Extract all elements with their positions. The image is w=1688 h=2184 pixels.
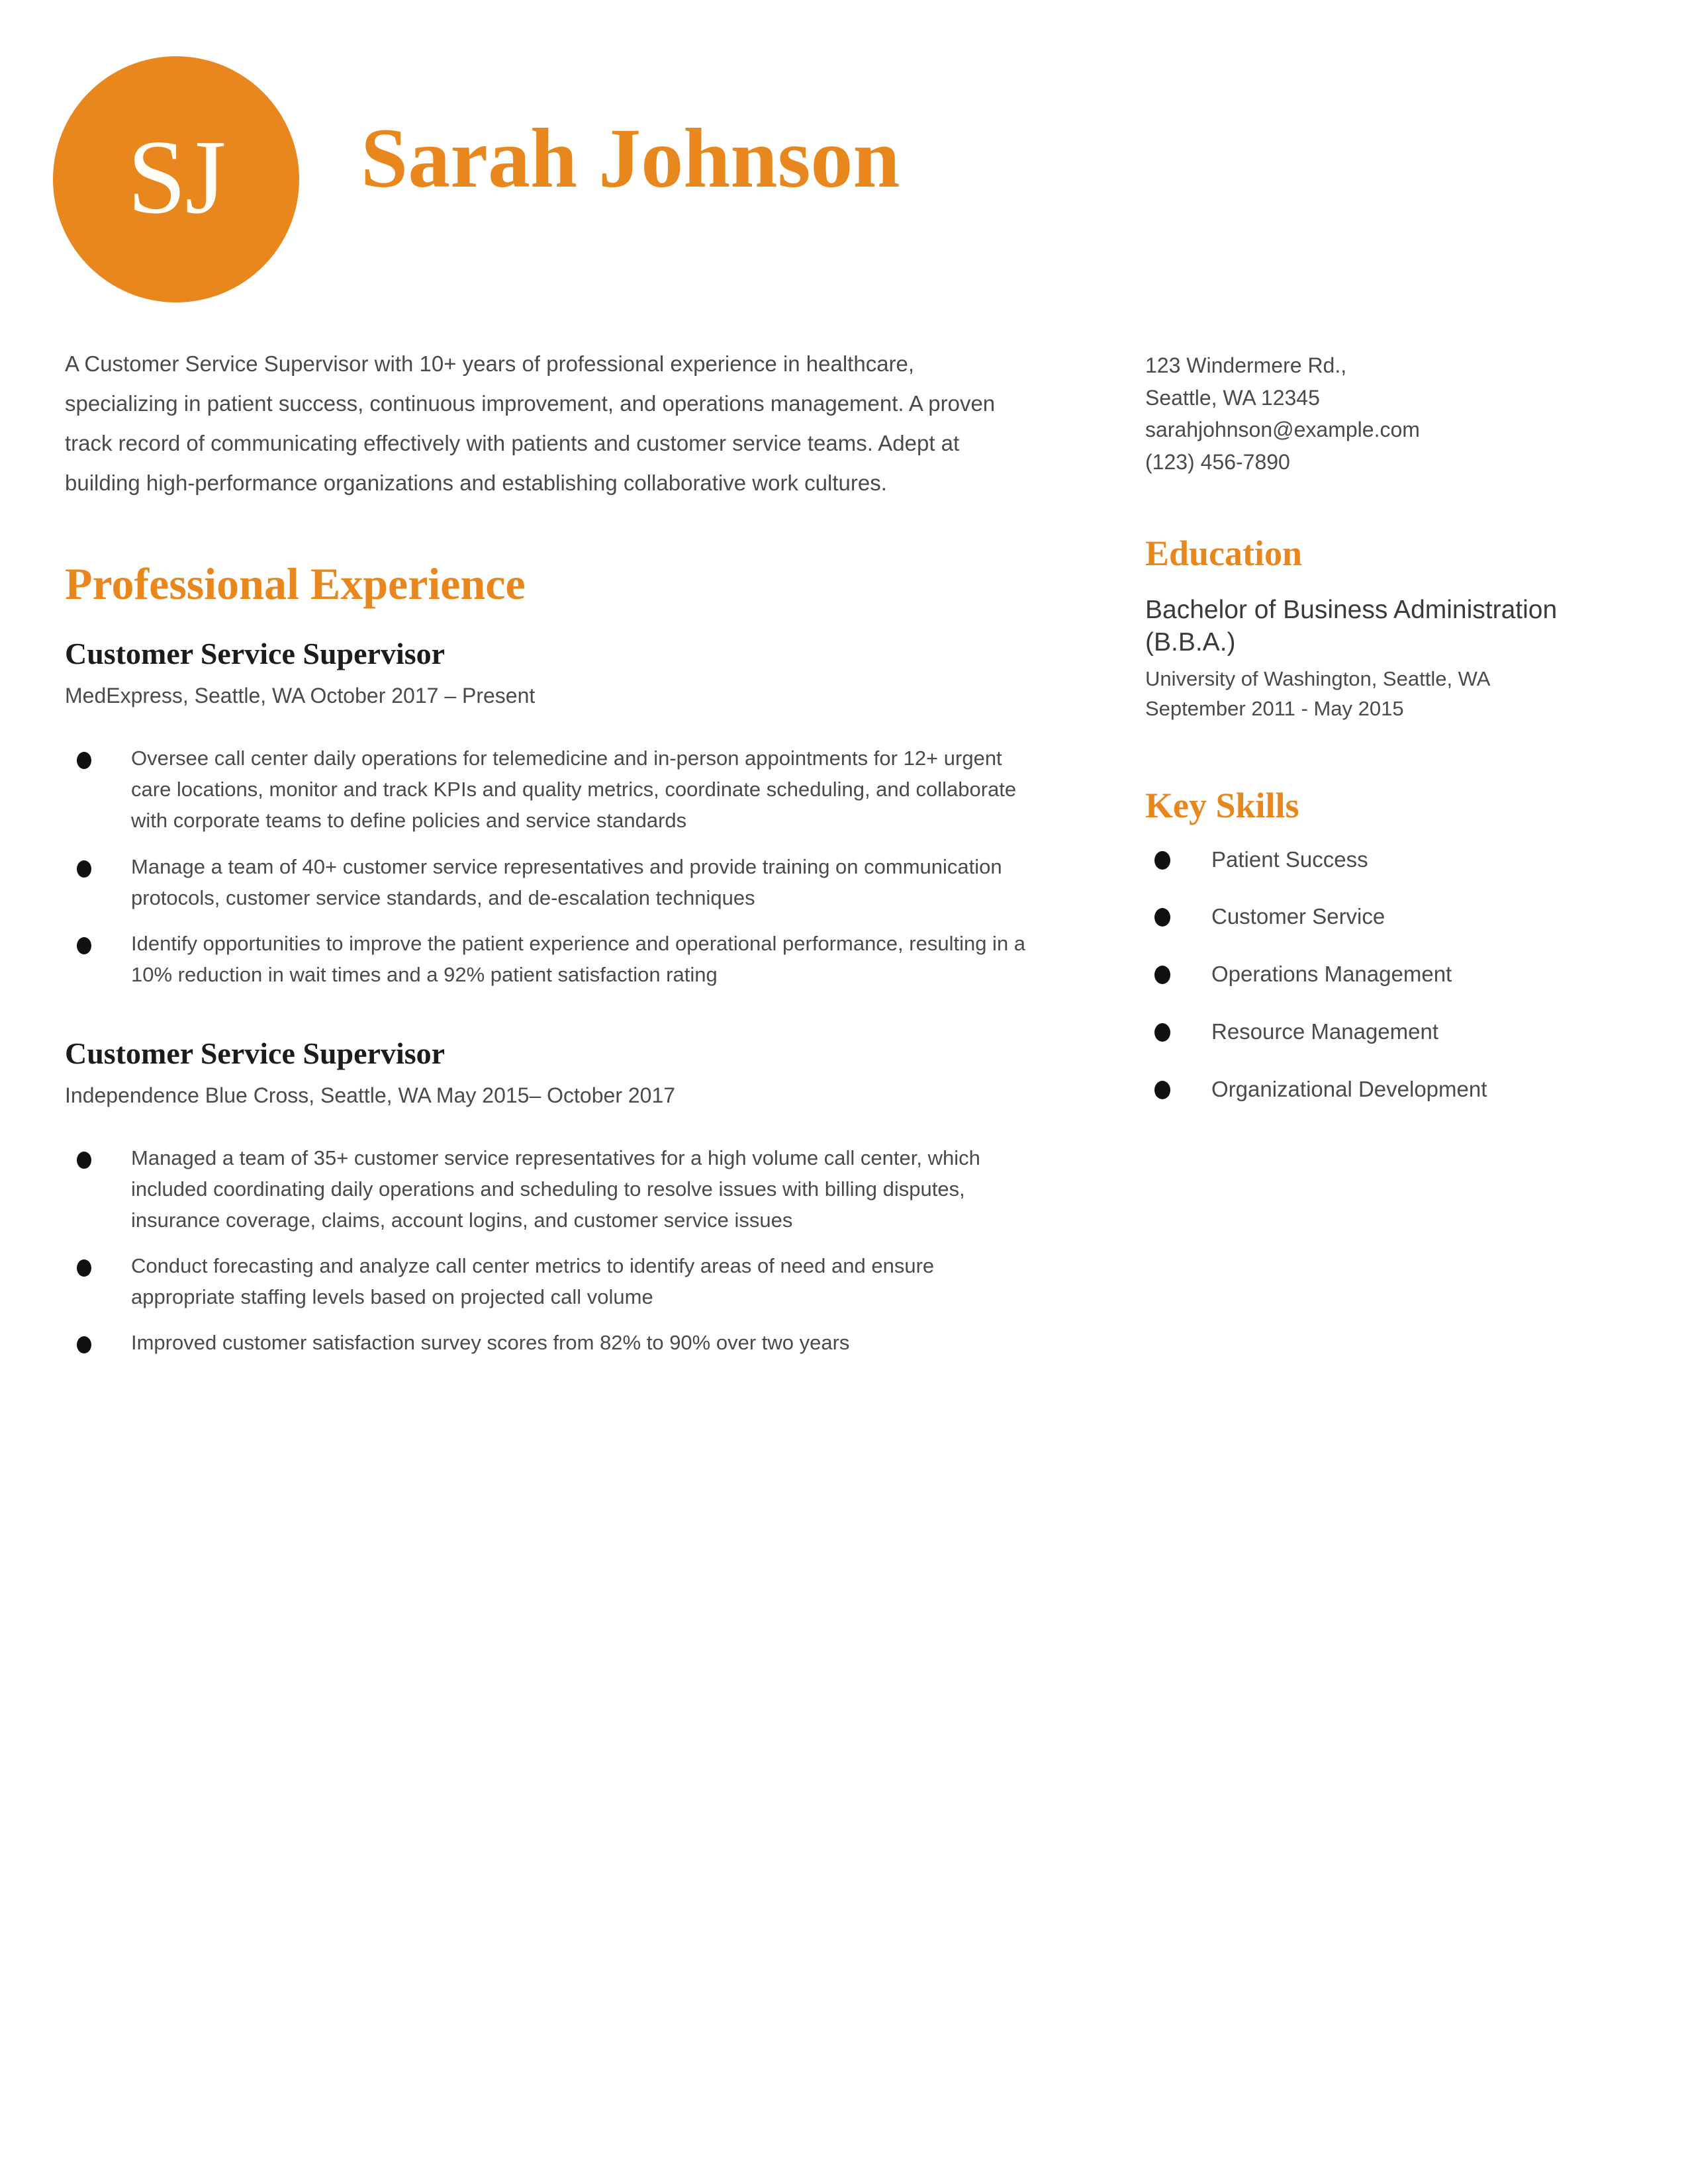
- job-meta: MedExpress, Seattle, WA October 2017 – Present: [65, 684, 536, 708]
- main-column: [65, 344, 1038, 1373]
- list-item-text: Resource Management: [1211, 1019, 1439, 1044]
- section-heading-experience: Professional Experience: [65, 559, 526, 610]
- bullet-icon: [77, 1336, 91, 1353]
- section-heading-education: Education: [1145, 533, 1303, 573]
- skills-block: [1145, 785, 1609, 1104]
- job-bullet-list: [65, 743, 1038, 990]
- list-item: [1145, 1018, 1609, 1046]
- contact-address-line-1: 123 Windermere Rd.,: [1145, 353, 1347, 377]
- bullet-icon: [1154, 908, 1170, 927]
- resume-header: [0, 0, 1688, 311]
- list-item: [65, 743, 1038, 836]
- list-item: [65, 1250, 1038, 1312]
- list-item: [1145, 960, 1609, 989]
- job-meta: Independence Blue Cross, Seattle, WA May 2015– October 2017: [65, 1083, 676, 1108]
- contact-block: [1145, 349, 1609, 478]
- list-item: [65, 1327, 1038, 1358]
- bullet-icon: [77, 860, 91, 878]
- education-block: [1145, 535, 1609, 724]
- professional-summary: A Customer Service Supervisor with 10+ years of professional experience in healthcare, specializing in patient success, continuous improvement, and operations management. A proven track record of communicating effectively with patients and customer service teams. Adept at building high-performance organizations and establishing collaborative work cultures.: [65, 351, 996, 496]
- list-item: [1145, 903, 1609, 931]
- bullet-icon: [1154, 1023, 1170, 1042]
- list-item-text: Customer Service: [1211, 904, 1385, 929]
- avatar: [53, 56, 299, 302]
- list-item: [65, 851, 1038, 913]
- list-item-text: Operations Management: [1211, 962, 1452, 987]
- list-item: [1145, 846, 1609, 874]
- contact-address-line-2: Seattle, WA 12345: [1145, 385, 1320, 410]
- job-bullet-list: [65, 1142, 1038, 1359]
- list-item-text: Identify opportunities to improve the patient experience and operational performance, resulting in a 10% reduction in wait times and a 92% patient satisfaction rating: [131, 931, 1026, 986]
- experience-entry: [65, 1035, 1038, 1359]
- list-item-text: Oversee call center daily operations for telemedicine and in-person appointments for 12+ urgent care locations, monitor and track KPIs and quality metrics, coordinate scheduling, and collaborate with corporate teams to define policies and service standards: [131, 747, 1017, 833]
- bullet-icon: [77, 1152, 91, 1169]
- job-title: Customer Service Supervisor: [65, 637, 445, 671]
- list-item: [65, 928, 1038, 990]
- page-title: Sarah Johnson: [361, 111, 900, 205]
- skills-list: [1145, 846, 1609, 1104]
- list-item-text: Conduct forecasting and analyze call center metrics to identify areas of need and ensure appropriate staffing levels based on projected call volume: [131, 1254, 935, 1309]
- sidebar-column: [1145, 349, 1609, 1133]
- list-item: [1145, 1075, 1609, 1104]
- list-item: [65, 1142, 1038, 1236]
- list-item-text: Organizational Development: [1211, 1077, 1487, 1102]
- bullet-icon: [77, 937, 91, 954]
- education-school: University of Washington, Seattle, WA: [1145, 667, 1491, 691]
- contact-email[interactable]: sarahjohnson@example.com: [1145, 418, 1420, 442]
- bullet-icon: [1154, 851, 1170, 870]
- bullet-icon: [1154, 966, 1170, 984]
- job-title: Customer Service Supervisor: [65, 1036, 445, 1070]
- avatar-initials: SJ: [127, 118, 225, 236]
- bullet-icon: [77, 752, 91, 769]
- list-item-text: Manage a team of 40+ customer service representatives and provide training on communication protocols, customer service standards, and de-escalation techniques: [131, 854, 1002, 909]
- bullet-icon: [1154, 1081, 1170, 1099]
- education-degree: Bachelor of Business Administration (B.B.A.): [1145, 595, 1558, 657]
- contact-phone[interactable]: (123) 456-7890: [1145, 449, 1290, 474]
- list-item-text: Improved customer satisfaction survey scores from 82% to 90% over two years: [131, 1331, 850, 1355]
- section-heading-key-skills: Key Skills: [1145, 785, 1299, 825]
- list-item-text: Managed a team of 35+ customer service representatives for a high volume call center, which included coordinating daily operations and scheduling to resolve issues with billing disputes, insurance coverage, claims, account logins, and customer service issues: [131, 1146, 980, 1232]
- education-dates: September 2011 - May 2015: [1145, 696, 1404, 720]
- list-item-text: Patient Success: [1211, 846, 1368, 872]
- experience-entry: [65, 635, 1038, 990]
- bullet-icon: [77, 1259, 91, 1277]
